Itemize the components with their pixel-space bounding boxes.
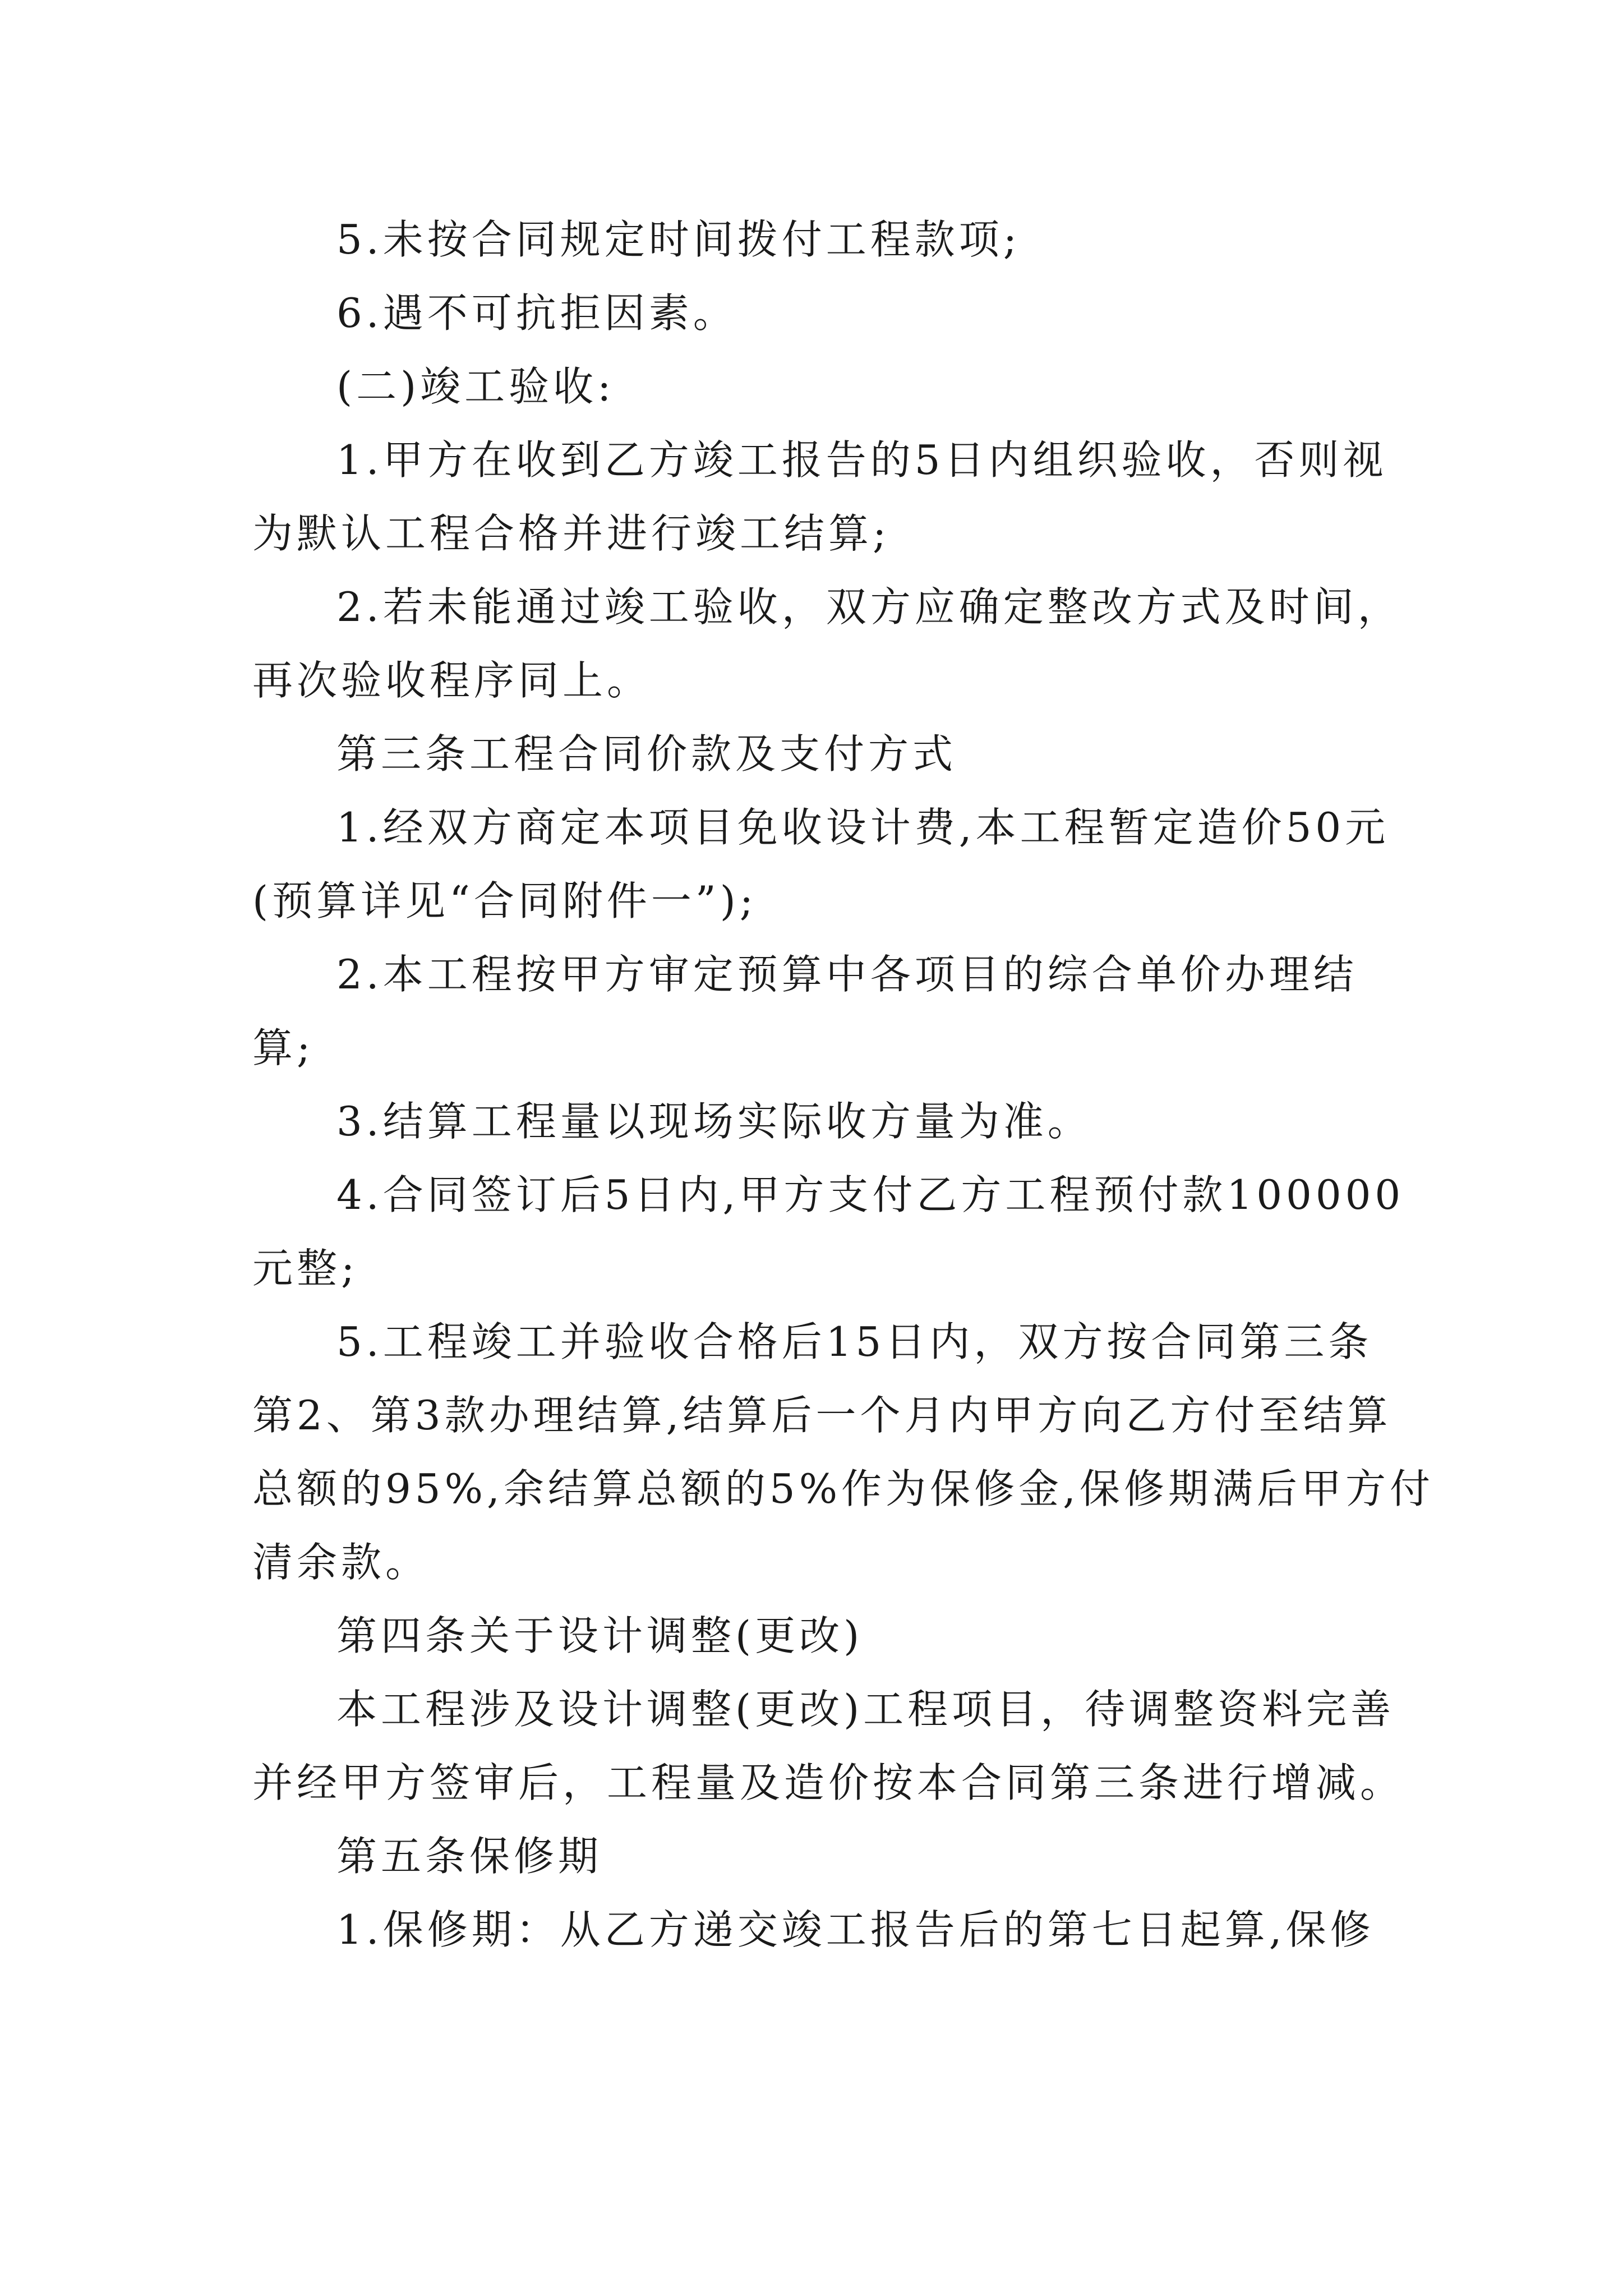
article-heading: 第三条工程合同价款及支付方式	[336, 730, 957, 777]
clause-continuation: 元整;	[252, 1245, 359, 1292]
clause-line: 6.遇不可抗拒因素。	[336, 289, 737, 337]
clause-continuation: 并经甲方签审后，工程量及造价按本合同第三条进行增减。	[252, 1759, 1405, 1806]
clause-line: 3.结算工程量以现场实际收方量为准。	[336, 1098, 1092, 1145]
clause-continuation: 再次验收程序同上。	[252, 657, 652, 704]
clause-line: 4.合同签订后5日内,甲方支付乙方工程预付款100000	[336, 1171, 1405, 1218]
article-heading: 第四条关于设计调整(更改)	[336, 1612, 864, 1659]
clause-continuation: 第2、第3款办理结算,结算后一个月内甲方向乙方付至结算	[252, 1392, 1392, 1439]
article-heading: 第五条保修期	[336, 1833, 603, 1880]
document-body	[252, 203, 1435, 1967]
section-heading: (二)竣工验收:	[336, 363, 615, 410]
clause-line: 5.未按合同规定时间拨付工程款项;	[336, 216, 1021, 263]
clause-line: 2.本工程按甲方审定预算中各项目的综合单价办理结	[336, 951, 1358, 998]
clause-continuation: 为默认工程合格并进行竣工结算;	[252, 510, 891, 557]
clause-line: 1.经双方商定本项目免收设计费,本工程暂定造价50元	[336, 804, 1390, 851]
clause-line: 1.甲方在收到乙方竣工报告的5日内组织验收，否则视	[336, 436, 1387, 484]
clause-continuation: 清余款。	[252, 1539, 430, 1586]
clause-continuation: 算;	[252, 1024, 315, 1071]
clause-line: 5.工程竣工并验收合格后15日内，双方按合同第三条	[336, 1318, 1373, 1365]
clause-line: 本工程涉及设计调整(更改)工程项目，待调整资料完善	[336, 1686, 1395, 1733]
clause-continuation: (预算详见“合同附件一”);	[252, 877, 758, 924]
clause-line: 1.保修期：从乙方递交竣工报告后的第七日起算,保修	[336, 1906, 1375, 1953]
clause-continuation: 总额的95%,余结算总额的5%作为保修金,保修期满后甲方付	[252, 1465, 1435, 1512]
clause-line: 2.若未能通过竣工验收，双方应确定整改方式及时间，	[336, 583, 1402, 631]
